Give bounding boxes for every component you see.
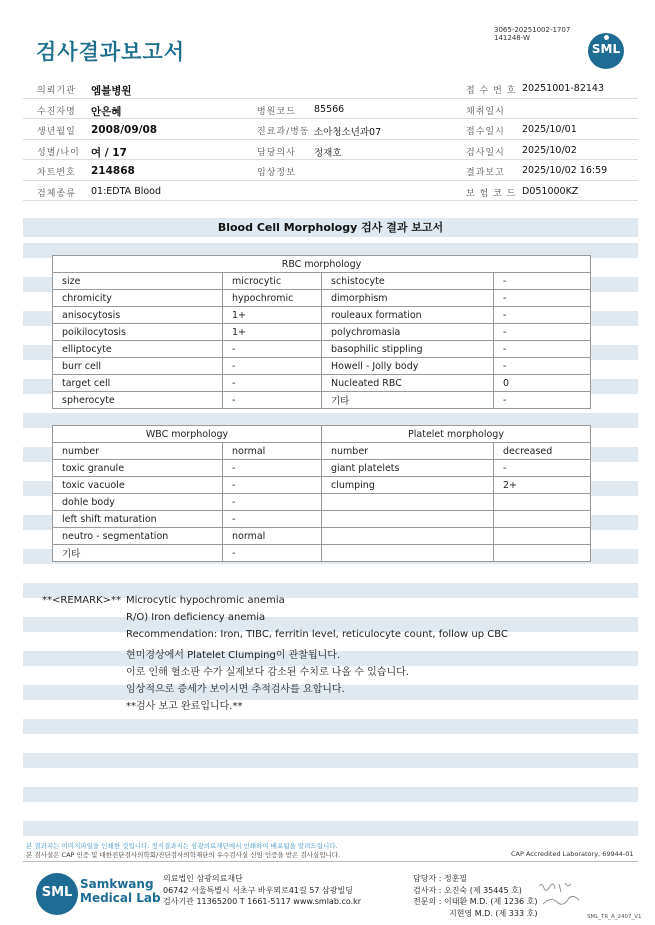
chart-no-label: 차트번호: [37, 168, 76, 178]
table-cell: [494, 511, 591, 528]
org-line3: 검사기관 11365200 T 1661-5117 www.smlab.co.kr: [163, 897, 362, 906]
sml-logo: [588, 33, 624, 69]
table-row: [53, 324, 591, 341]
document-id-line1: 3065-20251002-1707: [494, 26, 571, 34]
insurance-code-label: 보 험 코 드: [466, 188, 517, 199]
table-row: [53, 494, 591, 511]
footer-divider: [23, 861, 638, 862]
result-date-label: 결과보고: [466, 168, 505, 178]
info-row-specimen: [23, 181, 638, 202]
table-cell: -: [223, 358, 322, 375]
table-cell: [322, 511, 494, 528]
table-row: [53, 358, 591, 375]
test-date-value: 2025/10/02: [522, 144, 577, 156]
table-cell: 기타: [322, 392, 494, 409]
table-cell: elliptocyte: [53, 341, 223, 358]
table-cell: 1+: [223, 324, 322, 341]
cap-accreditation: CAP Accredited Laboratory, 69944-01: [511, 850, 634, 858]
table-cell: -: [223, 545, 322, 562]
table-cell: -: [494, 324, 591, 341]
receipt-date-value: 2025/10/01: [522, 124, 577, 135]
table-cell: decreased: [494, 443, 591, 460]
table-cell: burr cell: [53, 358, 223, 375]
disclaimer-print-notice: 본 결과지는 이미지파일을 인쇄한 것입니다. 정식결과지는 삼광의료재단에서 인쇄하여 배포됨을 알려드립니다.: [26, 842, 338, 850]
hospital-code-value: 85566: [314, 103, 345, 115]
rbc-header: RBC morphology: [53, 256, 591, 273]
table-cell: toxic vacuole: [53, 477, 223, 494]
specimen-label: 검체종류: [37, 188, 76, 199]
staff-line2: 검사자 : 오진숙 (제 35445 호): [413, 885, 522, 895]
institution-label: 의뢰기관: [37, 86, 76, 96]
sml-logo-text: SML: [591, 42, 621, 56]
table-cell: -: [223, 511, 322, 528]
handwritten-signature: [535, 880, 585, 910]
table-cell: -: [223, 341, 322, 358]
sex-age-value: 여 / 17: [91, 146, 127, 159]
table-cell: chromicity: [53, 290, 223, 307]
table-cell: [494, 494, 591, 511]
org-line2: 06742 서울특별시 서초구 바우뫼로41길 57 삼광빌딩: [163, 885, 353, 895]
table-cell: [322, 494, 494, 511]
doctor-value: 정재호: [314, 147, 342, 159]
table-cell: -: [494, 341, 591, 358]
remark-tag: **<REMARK>**: [42, 595, 121, 606]
table-cell: -: [494, 392, 591, 409]
table-cell: 2+: [494, 477, 591, 494]
chart-no-value: 214868: [91, 165, 135, 177]
receipt-date-label: 접수일시: [466, 127, 505, 137]
table-row: [53, 511, 591, 528]
clinical-label: 임상정보: [257, 168, 296, 178]
table-cell: dohle body: [53, 494, 223, 511]
brand-name: [80, 877, 161, 905]
table-cell: -: [494, 290, 591, 307]
brand-line2: Medical Lab: [80, 891, 161, 905]
table-cell: 기타: [53, 545, 223, 562]
sex-age-label: 성별/나이: [37, 147, 80, 158]
receipt-no-value: 20251001-82143: [522, 83, 605, 94]
collect-date-label: 채취일시: [466, 106, 505, 117]
table-cell: number: [322, 443, 494, 460]
name-label: 수진자명: [37, 106, 76, 117]
remark-line: 현미경상에서 Platelet Clumping이 관찰됩니다.: [126, 650, 341, 661]
wbc-header: WBC morphology: [53, 426, 322, 443]
table-row: [53, 528, 591, 545]
table-cell: poikilocytosis: [53, 324, 223, 341]
table-cell: -: [494, 358, 591, 375]
table-cell: normal: [223, 443, 322, 460]
patient-info: [23, 78, 638, 201]
table-cell: -: [223, 375, 322, 392]
form-code: SML_TR_A_2407_V1: [587, 914, 642, 920]
table-row: [53, 273, 591, 290]
table-cell: microcytic: [223, 273, 322, 290]
table-cell: Nucleated RBC: [322, 375, 494, 392]
table-cell: rouleaux formation: [322, 307, 494, 324]
table-row: [53, 477, 591, 494]
table-cell: clumping: [322, 477, 494, 494]
name-value: 안은혜: [91, 105, 122, 118]
table-cell: normal: [223, 528, 322, 545]
table-row: [53, 341, 591, 358]
specimen-value: 01:EDTA Blood: [91, 185, 162, 197]
info-row-dob: [23, 119, 638, 140]
table-cell: dimorphism: [322, 290, 494, 307]
table-cell: -: [223, 392, 322, 409]
insurance-code-value: D051000KZ: [522, 185, 579, 197]
table-row: [53, 290, 591, 307]
hospital-code-label: 병원코드: [257, 106, 296, 117]
table-cell: number: [53, 443, 223, 460]
test-date-label: 검사일시: [466, 147, 505, 158]
sml-logo-bottom: [36, 873, 78, 915]
brand-line1: Samkwang: [80, 877, 154, 891]
remark-line: Recommendation: Iron, TIBC, ferritin level, reticulocyte count, follow up CBC: [126, 629, 508, 640]
table-cell: anisocytosis: [53, 307, 223, 324]
table-row: [53, 375, 591, 392]
table-cell: polychromasia: [322, 324, 494, 341]
info-row-name: [23, 99, 638, 120]
staff-line4: 지현영 M.D. (제 333 호): [449, 908, 538, 918]
remark-line: Microcytic hypochromic anemia: [126, 595, 285, 606]
table-cell: target cell: [53, 375, 223, 392]
report-title: 검사결과보고서: [36, 40, 186, 64]
platelet-header: Platelet morphology: [322, 426, 591, 443]
table-cell: -: [494, 460, 591, 477]
table-cell: schistocyte: [322, 273, 494, 290]
remark-line: 임상적으로 증세가 보이시면 추적검사를 요합니다.: [126, 684, 345, 695]
table-cell: -: [223, 494, 322, 511]
table-row: [53, 307, 591, 324]
table-cell: Howell - Jolly body: [322, 358, 494, 375]
dob-value: 2008/09/08: [91, 124, 158, 136]
table-cell: hypochromic: [223, 290, 322, 307]
document-id: [494, 26, 570, 42]
table-cell: [322, 545, 494, 562]
sml-logo-bottom-text: SML: [41, 885, 73, 900]
table-cell: -: [223, 477, 322, 494]
doctor-label: 담당의사: [257, 147, 296, 158]
table-cell: basophilic stippling: [322, 341, 494, 358]
receipt-no-label: 접 수 번 호: [466, 86, 517, 96]
table-cell: -: [494, 307, 591, 324]
info-row-sex-age: [23, 140, 638, 161]
staff-signatures: [413, 873, 538, 919]
info-row-institution: [23, 78, 638, 99]
table-row: [53, 392, 591, 409]
table-cell: -: [223, 460, 322, 477]
disclaimer-accreditation: 본 검사실은 CAP 인증 및 대한진단검사의학회/진단검사의학재단의 우수검사실 신임 인증을 받은 검사실입니다.: [26, 851, 341, 859]
table-cell: [322, 528, 494, 545]
table-cell: -: [494, 273, 591, 290]
remark-line: R/O) Iron deficiency anemia: [126, 612, 266, 623]
staff-line1: 담당자 : 정훈필: [413, 874, 468, 883]
table-cell: 0: [494, 375, 591, 392]
table-row: [53, 443, 591, 460]
dept-label: 진료과/병동: [257, 127, 310, 137]
table-cell: [494, 528, 591, 545]
table-cell: spherocyte: [53, 392, 223, 409]
result-date-value: 2025/10/02 16:59: [522, 165, 608, 176]
dob-label: 생년월일: [37, 127, 76, 137]
info-row-chart-no: [23, 160, 638, 181]
remark-line: **검사 보고 완료입니다.**: [126, 701, 243, 712]
remark-line: 이로 인해 혈소판 수가 실제보다 감소된 수치로 나올 수 있습니다.: [126, 667, 409, 678]
staff-line3: 전문의 : 이태환 M.D. (제 1236 호): [413, 897, 538, 906]
table-cell: 1+: [223, 307, 322, 324]
table-cell: [494, 545, 591, 562]
dept-value: 소아청소년과07: [314, 127, 382, 138]
rbc-morphology-table: [52, 255, 591, 409]
table-cell: size: [53, 273, 223, 290]
wbc-platelet-table: [52, 425, 591, 562]
org-line1: 의료법인 삼광의료재단: [163, 874, 243, 883]
table-row: [53, 460, 591, 477]
table-cell: left shift maturation: [53, 511, 223, 528]
section-title: Blood Cell Morphology 검사 결과 보고서: [23, 218, 638, 237]
document-id-line2: 141248-W: [494, 34, 530, 42]
table-row: [53, 545, 591, 562]
institution-value: 엠블병원: [91, 85, 132, 97]
table-cell: neutro - segmentation: [53, 528, 223, 545]
organization-info: [163, 873, 361, 908]
table-cell: giant platelets: [322, 460, 494, 477]
table-cell: toxic granule: [53, 460, 223, 477]
